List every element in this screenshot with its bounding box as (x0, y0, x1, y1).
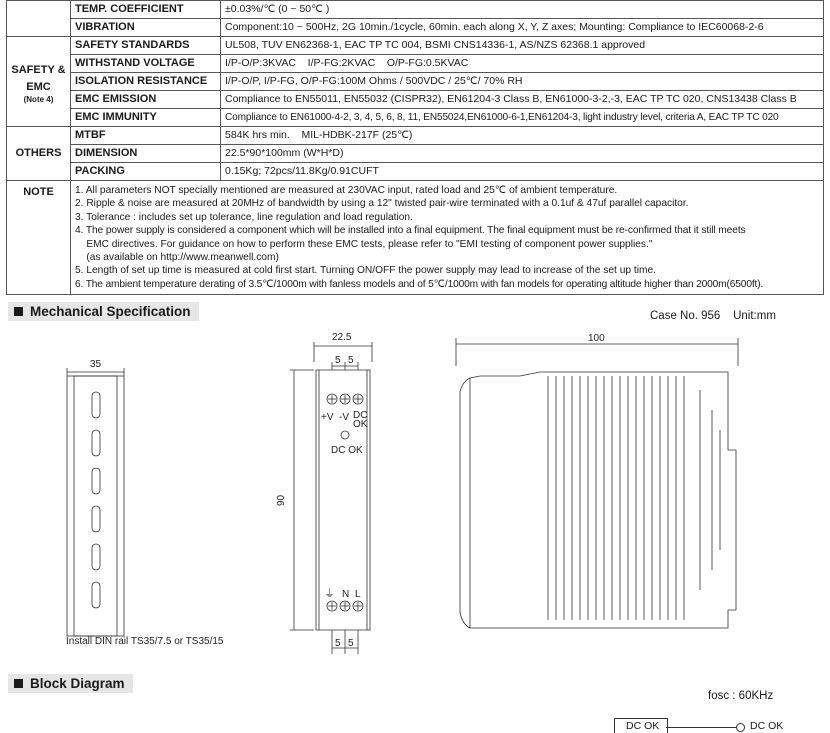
note-item: EMC directives. For guidance on how to perform these EMC tests, please refer to "EMI testing of component power supplies." (75, 238, 653, 250)
dcok-terminal-icon (736, 723, 745, 732)
case-info: Case No. 956 Unit:mm (650, 310, 776, 322)
l-label: L (355, 589, 361, 600)
row-label: DIMENSION (71, 145, 221, 163)
row-label: PACKING (71, 163, 221, 181)
row-label: TEMP. COEFFICIENT (71, 1, 221, 19)
depth-label: 100 (588, 333, 605, 344)
led-label: DC OK (331, 445, 363, 456)
bottom-pitch-a-label: 5 (335, 638, 341, 649)
pitch-a-label: 5 (335, 355, 341, 366)
block-diagram-section-title (8, 674, 133, 693)
ventilation-slots (548, 376, 684, 620)
din-width-label: 35 (90, 359, 102, 370)
note-item: (as available on http://www.meanwell.com) (75, 252, 279, 264)
row-value: Compliance to EN61000-4-2, 3, 4, 5, 6, 8, 11, EN55024,EN61000-6-1,EN61204-3, light industry level, criteria A, EAC TP TC 020 (221, 109, 824, 127)
note-item: 6. The ambient temperature derating of 3.5℃/1000m with fanless models and of 5℃/1000m with fan models for operating altitude higher than 2000m(6500ft). (75, 278, 764, 290)
row-value: 584K hrs min. MIL-HDBK-217F (25℃) (221, 127, 824, 145)
note-item: 1. All parameters NOT specially mentioned are measured at 230VAC input, rated load and 25℃ of ambient temperature. (75, 185, 618, 196)
group-label-emc: EMC (26, 80, 51, 93)
note-row (7, 181, 824, 295)
dcok-bottom-label: OK (353, 419, 368, 430)
din-caption: Install DIN rail TS35/7.5 or TS35/15 (66, 636, 224, 647)
row-label: EMC IMMUNITY (71, 109, 221, 127)
table-row (7, 37, 824, 55)
dcok-wire (666, 727, 736, 728)
note-item: 2. Ripple & noise are measured at 20MHz of bandwidth by using a 12" twisted pair-wire terminated with a 0.1uf & 47uf parallel capacitor. (75, 198, 689, 210)
row-label: SAFETY STANDARDS (71, 37, 221, 55)
din-rail-drawing (67, 368, 124, 636)
table-row (7, 145, 824, 163)
group-note: (Note 4) (23, 94, 54, 104)
block-title-text: Block Diagram (30, 676, 125, 691)
group-cell-safety-emc (7, 37, 71, 127)
front-width-label: 22.5 (332, 332, 352, 343)
table-row (7, 127, 824, 145)
mechanical-title-text: Mechanical Specification (30, 304, 191, 319)
ground-label: ⏚ (324, 588, 335, 600)
vminus-label: -V (339, 412, 349, 423)
table-row (7, 91, 824, 109)
row-label: ISOLATION RESISTANCE (71, 73, 221, 91)
fosc-label: fosc : 60KHz (708, 690, 774, 702)
row-value: ±0.03%/℃ (0 ~ 50℃ ) (221, 1, 824, 19)
row-value: 22.5*90*100mm (W*H*D) (221, 145, 824, 163)
front-view-drawing (290, 342, 372, 654)
table-row (7, 73, 824, 91)
table-row (7, 55, 824, 73)
square-bullet-icon (14, 307, 23, 316)
row-label: WITHSTAND VOLTAGE (71, 55, 221, 73)
dcok-block-label: DC OK (626, 720, 660, 732)
note-item: 5. Length of set up time is measured at cold first start. Turning ON/OFF the power supply may lead to increase of the set up time. (75, 265, 656, 277)
row-value: 0.15Kg; 72pcs/11.8Kg/0.91CUFT (221, 163, 824, 181)
mechanical-section-title (8, 302, 199, 321)
notes-cell (71, 181, 824, 295)
group-cell-environment (7, 1, 71, 37)
square-bullet-icon (14, 679, 23, 688)
dcok-output-label: DC OK (750, 720, 784, 732)
row-label: EMC EMISSION (71, 91, 221, 109)
dcok-top-label: DC (353, 410, 368, 421)
vplus-label: +V (321, 412, 334, 423)
mechanical-drawing (0, 330, 830, 670)
bottom-pitch-b-label: 5 (348, 638, 354, 649)
note-item: 4. The power supply is considered a component which will be installed into a final equipment. The final equipment must be re-confirmed that it still meets (75, 225, 746, 237)
note-item: 3. Tolerance : includes set up tolerance, line regulation and load regulation. (75, 211, 413, 223)
row-value: Component:10 ~ 500Hz, 2G 10min./1cycle, 60min. each along X, Y, Z axes; Mounting: Compliance to IEC60068-2-6 (221, 19, 824, 37)
height-label: 90 (276, 494, 287, 506)
row-value: I/P-O/P, I/P-FG, O/P-FG:100M Ohms / 500VDC / 25℃/ 70% RH (221, 73, 824, 91)
table-row (7, 163, 824, 181)
table-row (7, 19, 824, 37)
row-value: I/P-O/P:3KVAC I/P-FG:2KVAC O/P-FG:0.5KVAC (221, 55, 824, 73)
row-label: VIBRATION (71, 19, 221, 37)
row-value: Compliance to EN55011, EN55032 (CISPR32), EN61204-3 Class B, EN61000-3-2,-3, EAC TP TC 020, CNS13438 Class B (221, 91, 824, 109)
row-value: UL508, TUV EN62368-1, EAC TP TC 004, BSMI CNS14336-1, AS/NZS 62368.1 approved (221, 37, 824, 55)
table-row (7, 109, 824, 127)
row-label: MTBF (71, 127, 221, 145)
table-row (7, 1, 824, 19)
n-label: N (342, 589, 350, 600)
spec-table (6, 0, 824, 295)
note-label: NOTE (7, 181, 71, 295)
pitch-b-label: 5 (348, 355, 354, 366)
group-cell-others: OTHERS (7, 127, 71, 181)
group-label-safety: SAFETY & (11, 63, 66, 76)
side-view-drawing (456, 338, 738, 628)
